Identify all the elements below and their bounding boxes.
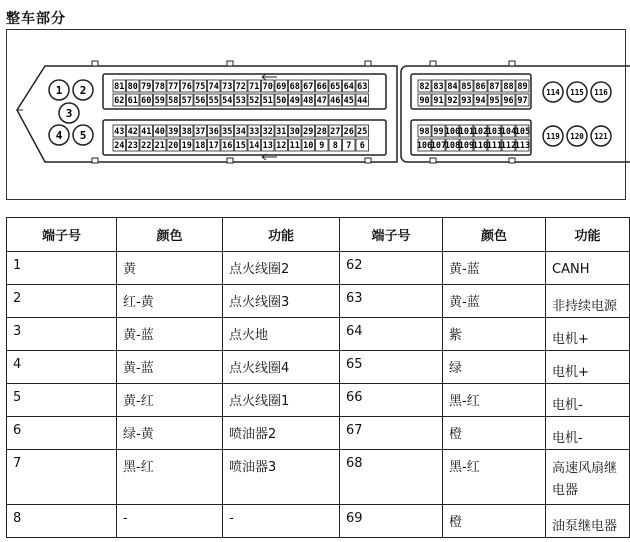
pin-label: 81 (114, 82, 125, 92)
pin-label: 89 (517, 82, 528, 92)
pin-label: 41 (141, 127, 152, 137)
pin-label: 31 (276, 127, 287, 137)
function-cell: 电机+ (546, 318, 630, 351)
round-pin-label: 120 (570, 132, 584, 141)
pin-label: 98 (419, 127, 430, 137)
section-title: 整车部分 (6, 11, 66, 27)
pin-label: 10 (303, 141, 314, 151)
pin-label: 72 (235, 82, 246, 92)
function-cell: 喷油器2 (223, 417, 340, 450)
header-pin-1: 端子号 (7, 218, 117, 252)
pin-label: 110 (472, 141, 489, 151)
header-color-2: 颜色 (443, 218, 546, 252)
color-cell: 紫 (443, 318, 546, 351)
pin-label: 29 (303, 127, 314, 137)
pin-label: 82 (419, 82, 430, 92)
pin-label: 105 (514, 127, 531, 137)
pin-label: 64 (343, 82, 354, 92)
pin-label: 108 (444, 141, 461, 151)
pin-label: 8 (332, 141, 338, 151)
pin-label: 44 (357, 96, 368, 106)
pin-label: 93 (461, 96, 472, 106)
pin-label: 59 (154, 96, 165, 106)
pin-label: 35 (222, 127, 233, 137)
color-cell: 绿-黄 (117, 417, 223, 450)
pin-label: 33 (249, 127, 260, 137)
header-function-2: 功能 (546, 218, 630, 252)
pin-cell: 1 (7, 252, 117, 285)
pin-label: 70 (262, 82, 273, 92)
pin-label: 22 (141, 141, 152, 151)
pin-label: 112 (500, 141, 517, 151)
pin-label: 96 (503, 96, 514, 106)
pin-label: 60 (141, 96, 152, 106)
round-pin-label: 115 (570, 88, 584, 97)
pin-cell: 8 (7, 505, 117, 538)
color-cell: 黄-蓝 (117, 318, 223, 351)
pin-label: 103 (486, 127, 503, 137)
latch-tab (365, 158, 371, 163)
header-color-1: 颜色 (117, 218, 223, 252)
pin-label: 58 (168, 96, 179, 106)
round-pin-label: 114 (546, 88, 560, 97)
latch-tab (509, 158, 515, 163)
pin-label: 83 (433, 82, 444, 92)
function-cell: 点火线圈3 (223, 285, 340, 318)
pin-label: 68 (289, 82, 300, 92)
pin-label: 18 (195, 141, 206, 151)
pin-label: 106 (416, 141, 433, 151)
pin-label: 80 (127, 82, 138, 92)
pin-label: 94 (475, 96, 486, 106)
pin-label: 6 (359, 141, 365, 151)
latch-tab (509, 61, 515, 66)
pin-label: 16 (222, 141, 233, 151)
pin-label: 42 (127, 127, 138, 137)
pin-label: 55 (208, 96, 219, 106)
pin-label: 30 (289, 127, 300, 137)
function-cell: 喷油器3 (223, 450, 340, 505)
pin-label: 17 (208, 141, 219, 151)
pin-label: 57 (181, 96, 192, 106)
pin-label: 69 (276, 82, 287, 92)
pin-label: 107 (430, 141, 447, 151)
color-cell: 黄-蓝 (443, 285, 546, 318)
pin-label: 66 (316, 82, 327, 92)
pin-label: 23 (127, 141, 138, 151)
round-pin-label: 1 (55, 84, 63, 97)
pin-cell: 6 (7, 417, 117, 450)
pin-label: 97 (517, 96, 528, 106)
pin-label: 43 (114, 127, 125, 137)
function-cell: 点火地 (223, 318, 340, 351)
pin-label: 76 (181, 82, 192, 92)
color-cell: 橙 (443, 417, 546, 450)
pin-label: 61 (127, 96, 138, 106)
color-cell: 黄 (117, 252, 223, 285)
pin-label: 27 (330, 127, 341, 137)
round-pin-label: 121 (594, 132, 608, 141)
pin-label: 85 (461, 82, 472, 92)
color-cell: 红-黄 (117, 285, 223, 318)
pin-label: 100 (444, 127, 461, 137)
color-cell: 黄-红 (117, 384, 223, 417)
pin-cell: 5 (7, 384, 117, 417)
table-row (7, 384, 630, 417)
round-pin-label: 116 (594, 88, 608, 97)
table-row (7, 318, 630, 351)
pin-label: 104 (500, 127, 517, 137)
pin-label: 11 (289, 141, 300, 151)
function-cell: 高速风扇继电器 (546, 450, 630, 505)
connector-diagram (6, 29, 626, 200)
pin-label: 111 (486, 141, 503, 151)
pin-label: 56 (195, 96, 206, 106)
pin-label: 75 (195, 82, 206, 92)
latch-tab (430, 61, 436, 66)
pin-label: 47 (316, 96, 327, 106)
pin-label: 67 (303, 82, 314, 92)
pin-label: 46 (330, 96, 341, 106)
pin-label: 25 (357, 127, 368, 137)
function-cell: 点火线圈4 (223, 351, 340, 384)
pin-cell: 62 (340, 252, 443, 285)
pin-label: 48 (303, 96, 314, 106)
color-cell: 绿 (443, 351, 546, 384)
pin-label: 95 (489, 96, 500, 106)
pin-label: 50 (276, 96, 287, 106)
color-cell: 黑-红 (443, 384, 546, 417)
pin-label: 62 (114, 96, 125, 106)
pin-label: 40 (154, 127, 165, 137)
pin-label: 102 (472, 127, 489, 137)
pin-label: 36 (208, 127, 219, 137)
pin-label: 34 (235, 127, 246, 137)
pin-label: 54 (222, 96, 233, 106)
pin-label: 20 (168, 141, 179, 151)
color-cell: 黄-蓝 (117, 351, 223, 384)
pin-label: 28 (316, 127, 327, 137)
pin-label: 37 (195, 127, 206, 137)
pin-label: 45 (343, 96, 354, 106)
round-pin-label: 3 (65, 107, 73, 120)
pin-cell: 69 (340, 505, 443, 538)
pin-label: 77 (168, 82, 179, 92)
pin-cell: 2 (7, 285, 117, 318)
latch-tab (365, 61, 371, 66)
function-cell: 电机- (546, 384, 630, 417)
table-header-row (7, 218, 630, 252)
color-cell: 橙 (443, 505, 546, 538)
table-row (7, 285, 630, 318)
arrow-icon (262, 74, 277, 80)
table-row (7, 450, 630, 505)
pin-cell: 66 (340, 384, 443, 417)
color-cell: 黑-红 (117, 450, 223, 505)
function-cell: 非持续电源 (546, 285, 630, 318)
pin-label: 99 (433, 127, 444, 137)
pin-label: 51 (262, 96, 273, 106)
pin-label: 79 (141, 82, 152, 92)
pin-table (6, 217, 630, 538)
pin-label: 101 (458, 127, 475, 137)
pin-label: 88 (503, 82, 514, 92)
header-pin-2: 端子号 (340, 218, 443, 252)
function-cell: 电机- (546, 417, 630, 450)
table-row (7, 505, 630, 538)
header-function-1: 功能 (223, 218, 340, 252)
pin-label: 74 (208, 82, 219, 92)
round-pin-label: 5 (79, 129, 87, 142)
pin-label: 49 (289, 96, 300, 106)
round-pin-label: 119 (546, 132, 560, 141)
table-row (7, 351, 630, 384)
pin-label: 26 (343, 127, 354, 137)
pin-label: 84 (447, 82, 458, 92)
pin-cell: 4 (7, 351, 117, 384)
pin-label: 78 (154, 82, 165, 92)
pin-label: 92 (447, 96, 458, 106)
pin-label: 109 (458, 141, 475, 151)
pin-cell: 7 (7, 450, 117, 505)
pin-label: 7 (346, 141, 352, 151)
pin-label: 73 (222, 82, 233, 92)
function-cell: 油泵继电器 (546, 505, 630, 538)
function-cell: 电机+ (546, 351, 630, 384)
pin-label: 12 (276, 141, 287, 151)
connector-svg (7, 30, 627, 201)
function-cell: 点火线圈2 (223, 252, 340, 285)
pin-label: 52 (249, 96, 260, 106)
pin-label: 90 (419, 96, 430, 106)
function-cell: - (223, 505, 340, 538)
pin-label: 71 (249, 82, 260, 92)
latch-tab (430, 158, 436, 163)
pin-label: 9 (319, 141, 325, 151)
pin-label: 13 (262, 141, 273, 151)
pin-label: 14 (249, 141, 260, 151)
pin-label: 38 (181, 127, 192, 137)
pin-label: 32 (262, 127, 273, 137)
round-pin-label: 2 (79, 84, 87, 97)
round-pin-label: 4 (55, 129, 63, 142)
color-cell: 黑-红 (443, 450, 546, 505)
pin-cell: 67 (340, 417, 443, 450)
pin-cell: 65 (340, 351, 443, 384)
pin-cell: 68 (340, 450, 443, 505)
latch-tab (227, 61, 233, 66)
pin-label: 53 (235, 96, 246, 106)
pin-label: 15 (235, 141, 246, 151)
pin-cell: 3 (7, 318, 117, 351)
pin-label: 63 (357, 82, 368, 92)
pin-label: 19 (181, 141, 192, 151)
function-cell: 点火线圈1 (223, 384, 340, 417)
function-cell: CANH (546, 252, 630, 285)
pin-label: 113 (514, 141, 531, 151)
pin-cell: 63 (340, 285, 443, 318)
pin-label: 24 (114, 141, 125, 151)
pin-label: 86 (475, 82, 486, 92)
pin-label: 91 (433, 96, 444, 106)
latch-tab (92, 61, 98, 66)
color-cell: - (117, 505, 223, 538)
table-row (7, 417, 630, 450)
pin-label: 39 (168, 127, 179, 137)
color-cell: 黄-蓝 (443, 252, 546, 285)
pin-label: 65 (330, 82, 341, 92)
pin-label: 87 (489, 82, 500, 92)
latch-tab (227, 158, 233, 163)
pin-label: 21 (154, 141, 165, 151)
table-row (7, 252, 630, 285)
latch-tab (92, 158, 98, 163)
pin-cell: 64 (340, 318, 443, 351)
